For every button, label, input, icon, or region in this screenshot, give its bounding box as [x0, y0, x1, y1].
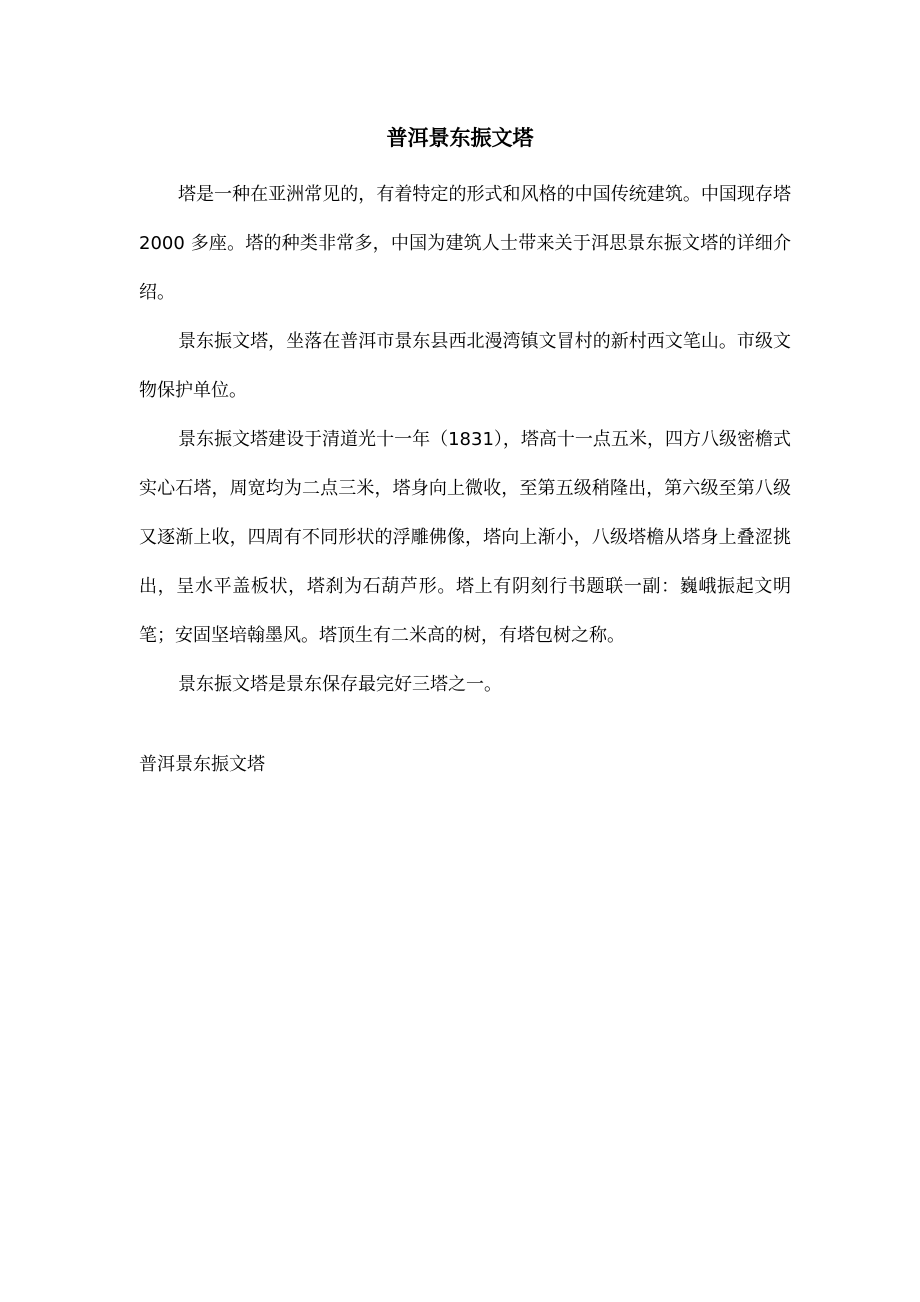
- footer-text: 普洱景东振文塔: [139, 754, 265, 775]
- document-title: 普洱景东振文塔: [386, 126, 534, 150]
- paragraph-3: 景东振文塔建设于清道光十一年（1831），塔高十一点五米，四方八级密檐式实心石塔，周宽均为二点三米，塔身向上微收，至第五级稍隆出，第六级至第八级又逐渐上收，四周有不同形状的浮雕佛像，塔向上渐小，八级塔檐从塔身上叠涩挑出，呈水平盖板状，塔刹为石葫芦形。塔上有阴刻行书题联一副：巍峨振起文明笔；安固坚培翰墨风。塔顶生有二米高的树，有塔包树之称。: [139, 429, 791, 646]
- paragraph-2: 景东振文塔，坐落在普洱市景东县西北漫湾镇文冒村的新村西文笔山。市级文物保护单位。: [139, 331, 791, 401]
- paragraph-1: 塔是一种在亚洲常见的，有着特定的形式和风格的中国传统建筑。中国现存塔 2000 多座。塔的种类非常多，中国为建筑人士带来关于洱思景东振文塔的详细介绍。: [139, 184, 791, 303]
- paragraph-4: 景东振文塔是景东保存最完好三塔之一。: [178, 674, 502, 695]
- document-body: [139, 170, 791, 709]
